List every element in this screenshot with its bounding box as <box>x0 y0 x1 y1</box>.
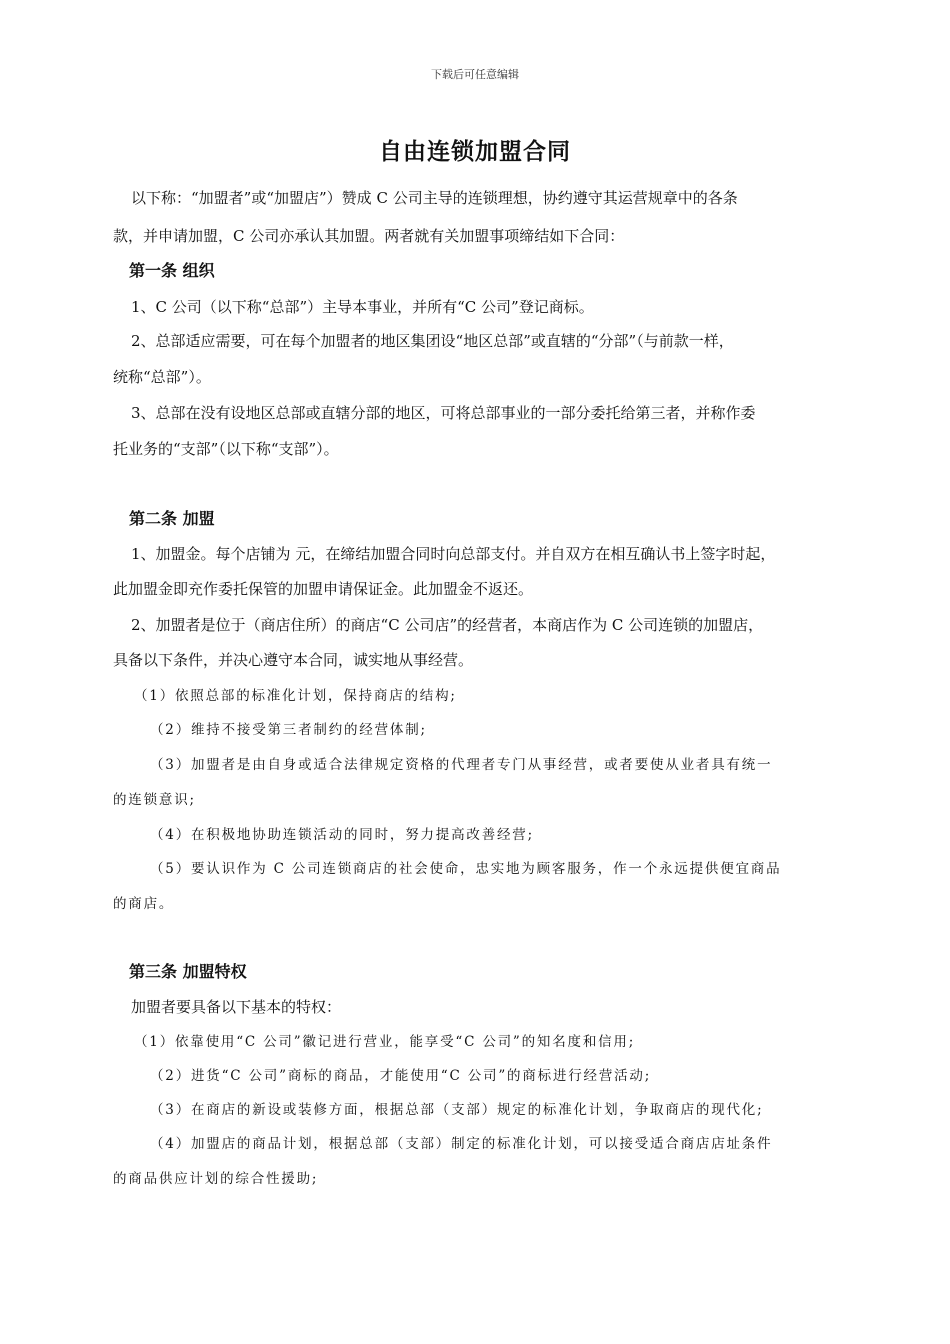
article3-item: （4）加盟店的商品计划，根据总部（支部）制定的标准化计划，可以接受适合商店店址条件 <box>150 1136 773 1152</box>
article2-item: 的连锁意识; <box>113 792 196 808</box>
article2-item: 的商店。 <box>113 896 175 912</box>
article3-heading: 第三条 加盟特权 <box>129 962 247 981</box>
article1-line: 统称“总部”）。 <box>113 368 211 386</box>
article3-item: （3）在商店的新设或装修方面，根据总部（支部）规定的标准化计划，争取商店的现代化; <box>150 1102 764 1118</box>
article2-line: 1、加盟金。每个店铺为 元，在缔结加盟合同时向总部支付。并自双方在相互确认书上签字时起， <box>131 545 776 563</box>
article3-intro: 加盟者要具备以下基本的特权： <box>131 998 342 1016</box>
article2-item: （2）维持不接受第三者制约的经营体制; <box>150 722 427 738</box>
header-note: 下载后可任意编辑 <box>431 68 519 81</box>
article1-line: 托业务的“支部”（以下称“支部”）。 <box>113 440 339 458</box>
article2-line: 具备以下条件，并决心遵守本合同，诚实地从事经营。 <box>113 651 474 669</box>
article1-line: 2、总部适应需要，可在每个加盟者的地区集团设“地区总部”或直辖的“分部”（与前款一样， <box>131 332 734 350</box>
article3-item: （1）依靠使用“C 公司”徽记进行营业，能享受“C 公司”的知名度和信用; <box>134 1034 636 1050</box>
article2-item: （4）在积极地协助连锁活动的同时，努力提高改善经营; <box>150 827 534 843</box>
article2-item: （3）加盟者是由自身或适合法律规定资格的代理者专门从事经营，或者要使从业者具有统一 <box>150 757 773 773</box>
article2-item: （5）要认识作为 C 公司连锁商店的社会使命，忠实地为顾客服务，作一个永远提供便宜商品 <box>150 861 782 877</box>
article1-line: 3、总部在没有设地区总部或直辖分部的地区，可将总部事业的一部分委托给第三者，并称作委 <box>131 404 756 422</box>
article2-heading: 第二条 加盟 <box>129 509 215 528</box>
document-title: 自由连锁加盟合同 <box>379 138 571 165</box>
intro-line: 以下称：“加盟者”或“加盟店”）赞成 C 公司主导的连锁理想，协约遵守其运营规章中的各条 <box>131 189 738 207</box>
article2-line: 2、加盟者是位于（商店住所）的商店“C 公司店”的经营者，本商店作为 C 公司连锁的加盟店， <box>131 616 764 634</box>
article3-item: （2）进货“C 公司”商标的商品，才能使用“C 公司”的商标进行经营活动; <box>150 1068 652 1084</box>
article1-line: 1、C 公司（以下称“总部”）主导本事业，并所有“C 公司”登记商标。 <box>131 298 594 316</box>
article2-line: 此加盟金即充作委托保管的加盟申请保证金。此加盟金不返还。 <box>113 580 534 598</box>
article2-item: （1）依照总部的标准化计划，保持商店的结构; <box>134 688 457 704</box>
intro-line: 款，并申请加盟，C 公司亦承认其加盟。两者就有关加盟事项缔结如下合同： <box>113 227 625 245</box>
article1-heading: 第一条 组织 <box>129 261 215 280</box>
article3-item: 的商品供应计划的综合性援助; <box>113 1171 319 1187</box>
